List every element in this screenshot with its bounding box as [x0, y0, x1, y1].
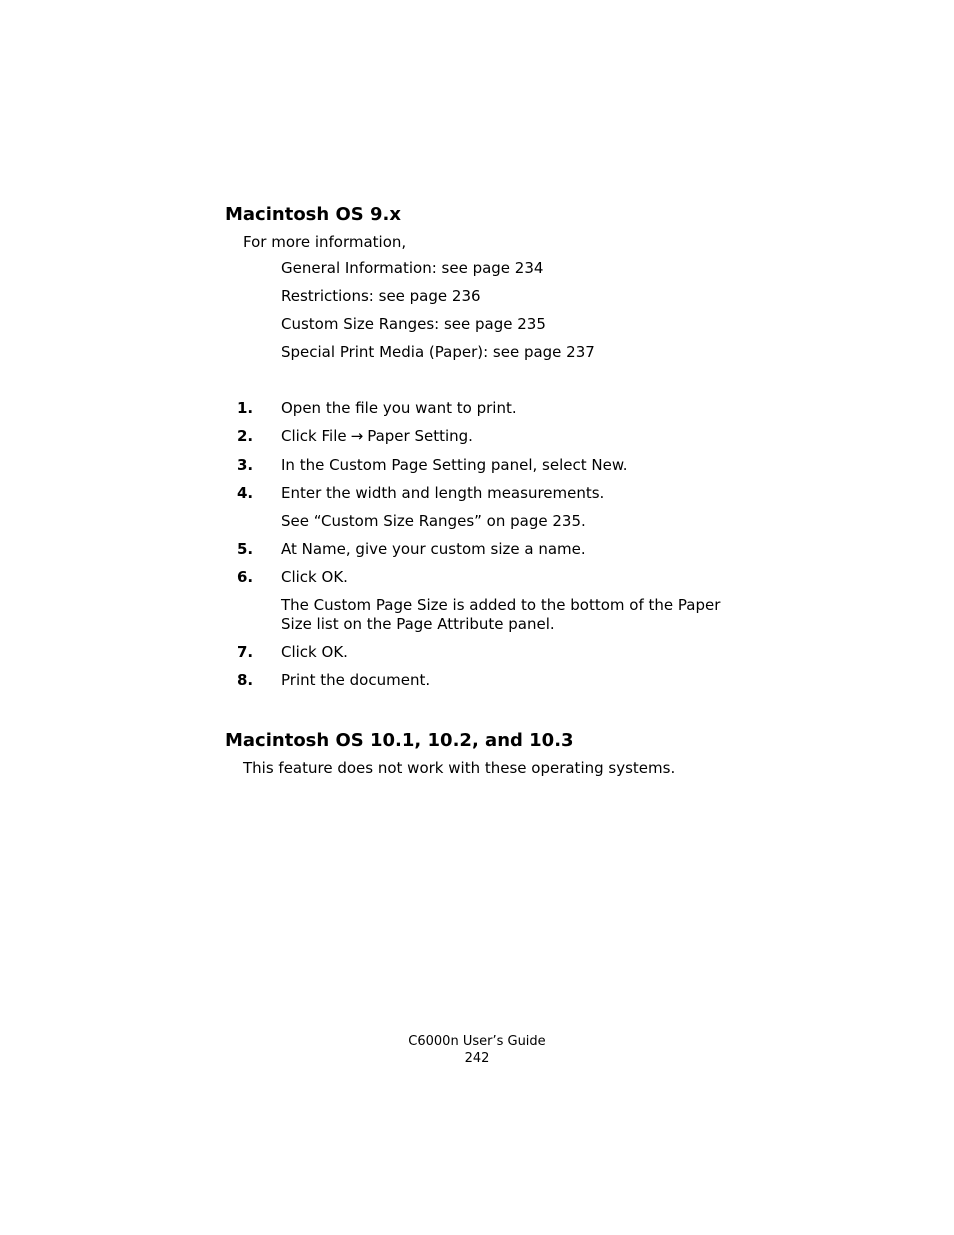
step-number: 5.	[237, 540, 254, 558]
step-number: 6.	[237, 568, 254, 586]
ref-special-print-media: Special Print Media (Paper): see page 237	[281, 343, 595, 361]
step-text: Print the document.	[281, 671, 431, 689]
step-text: At Name, give your custom size a name.	[281, 540, 586, 558]
footer-title: C6000n User’s Guide	[408, 1034, 546, 1049]
step-number: 2.	[237, 427, 254, 445]
step-text	[281, 427, 473, 446]
arrow-right-icon: →	[350, 427, 364, 445]
step-text-part: Click File	[281, 427, 347, 445]
ref-restrictions: Restrictions: see page 236	[281, 287, 481, 305]
step-number: 7.	[237, 643, 254, 661]
step-text: In the Custom Page Setting panel, select New.	[281, 456, 628, 474]
page-number: 242	[464, 1051, 490, 1066]
step-text-part: Paper Setting.	[367, 427, 473, 445]
section-os10-text: This feature does not work with these operating systems.	[243, 759, 676, 777]
step-number: 3.	[237, 456, 254, 474]
intro-text: For more information,	[243, 233, 407, 251]
step-text: Open the file you want to print.	[281, 399, 517, 417]
section-heading-os9: Macintosh OS 9.x	[225, 204, 401, 225]
step-note: See “Custom Size Ranges” on page 235.	[281, 512, 586, 530]
step-note: The Custom Page Size is added to the bottom of the Paper Size list on the Page Attribute panel.	[281, 596, 721, 633]
step-text: Click OK.	[281, 568, 348, 586]
ref-general-information: General Information: see page 234	[281, 259, 544, 277]
section-heading-os10: Macintosh OS 10.1, 10.2, and 10.3	[225, 730, 574, 751]
step-number: 4.	[237, 484, 254, 502]
step-number: 8.	[237, 671, 254, 689]
step-text: Enter the width and length measurements.	[281, 484, 605, 502]
ref-custom-size-ranges: Custom Size Ranges: see page 235	[281, 315, 546, 333]
step-text: Click OK.	[281, 643, 348, 661]
step-number: 1.	[237, 399, 254, 417]
